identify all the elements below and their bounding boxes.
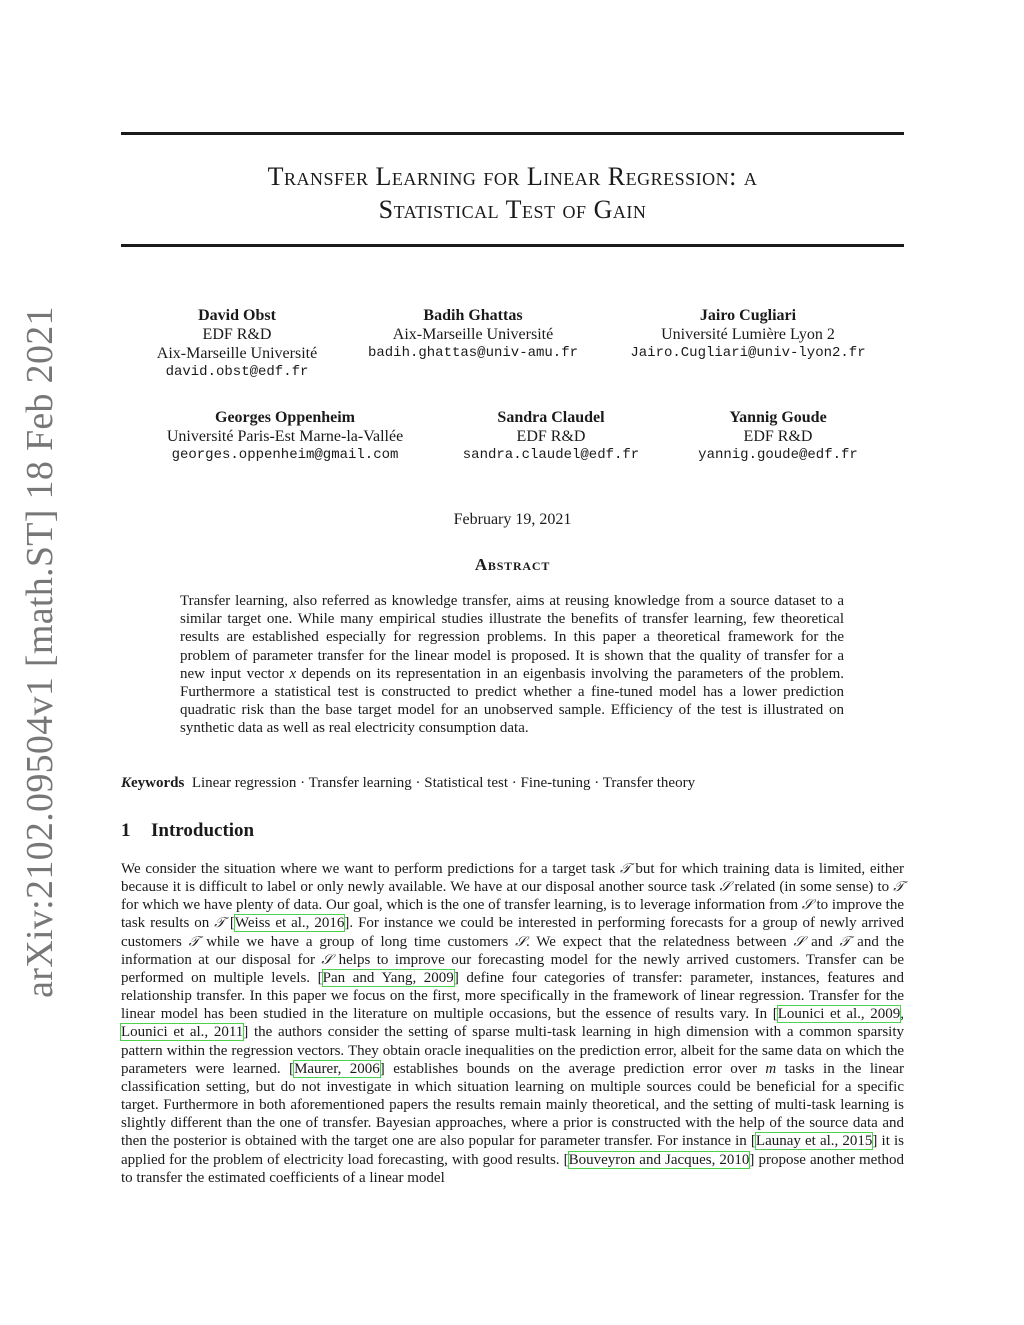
abstract-segment: depends on its representation in an eigenbasis involving the parameters of the problem. Furthermore a statistical test is constructed to predict whether a fine-tuned model has a lower prediction quadratic risk than the base target model for an unobserved sample. Efficiency of the test is illustrated on synthetic data as well as real electricity consumption data. <box>180 665 844 737</box>
author-name: David Obst <box>198 307 276 324</box>
text-segment: ] propose another method to transfer the estimated coefficients of a linear model <box>121 1151 904 1186</box>
text-segment: ] it is applied for the problem of electricity load forecasting, with good results. [ <box>121 1133 904 1168</box>
math-symbol: 𝒯 <box>188 933 200 950</box>
author-name: Georges Oppenheim <box>215 409 355 426</box>
keywords-label-k: K <box>121 775 132 791</box>
text-segment: but for which training data is limited, either because it is difficult to label or only newly available. We have at our disposal another source task <box>121 861 904 896</box>
text-segment: to improve the task results on <box>121 897 904 932</box>
text-segment: ] define four categories of transfer: parameter, instances, features and relationship transfer. In this paper we focus on the first, more specifically in the framework of linear regression. Transfer for the linear model has been studied in the literature on multiple occasions, but the essence of results vary. In [ <box>121 969 904 1023</box>
abstract-heading: Abstract <box>474 555 551 574</box>
author-email[interactable]: sandra.claudel@edf.fr <box>462 447 640 463</box>
text-segment: , <box>900 1006 905 1023</box>
text-segment: and <box>804 933 840 950</box>
author-affiliation: EDF R&D <box>516 428 586 445</box>
citation-link[interactable]: Bouveyron and Jacques, 2010 <box>568 1151 750 1168</box>
author-email[interactable]: david.obst@edf.fr <box>165 364 309 380</box>
keywords-list: Linear regression · Transfer learning · Statistical test · Fine-tuning · Transfer theory <box>191 775 696 791</box>
text-segment: [ <box>224 915 235 932</box>
citation-link[interactable]: Lounici et al., 2009 <box>777 1006 901 1023</box>
text-segment: ] the authors consider the setting of sparse multi-task learning in high dimension with a common sparsity pattern within the regression vectors. They obtain oracle inequalities on the prediction error, albeit for the same data on which the parameters were learned. [ <box>121 1024 904 1077</box>
math-symbol: 𝒯 <box>214 915 225 932</box>
introduction-paragraph <box>121 860 904 1187</box>
author-block <box>155 408 415 465</box>
author-affiliation: Université Paris-Est Marne-la-Vallée <box>166 428 404 445</box>
citation-link[interactable]: Maurer, 2006 <box>294 1060 380 1077</box>
author-affiliation: Aix-Marseille Université <box>156 345 318 362</box>
math-symbol: 𝒮 <box>719 879 731 896</box>
text-segment: for which we have plenty of data. Our goal, which is the one of transfer learning, is to leverage information from <box>121 897 802 914</box>
math-symbol: 𝒮 <box>515 933 526 950</box>
keywords-line <box>121 775 904 792</box>
citation-link[interactable]: Pan and Yang, 2009 <box>322 969 454 986</box>
paper-title <box>121 160 904 226</box>
publication-date: February 19, 2021 <box>453 511 572 528</box>
text-segment: ] establishes bounds on the average prediction error over <box>379 1060 766 1077</box>
abstract-text <box>180 592 844 738</box>
author-email[interactable]: georges.oppenheim@gmail.com <box>171 447 399 463</box>
section-title: Introduction <box>151 820 255 841</box>
author-email[interactable]: badih.ghattas@univ-amu.fr <box>367 345 579 361</box>
text-segment: tasks in the linear classification setting, but do not investigate in which situation learning on multiple sources could be beneficial for a specific target. Furthermore in both aforementioned papers the results remain mainly theoretical, and the setting of multi-task learning is slightly different than the one of transfer. Bayesian approaches, where a prior is constructed with the help of the source data and then the posterior is obtained with the target one are also popular for parameter transfer. For instance in [ <box>121 1060 905 1150</box>
math-symbol: 𝒯 <box>839 933 851 950</box>
math-symbol: 𝒮 <box>801 897 813 914</box>
title-line-2: Statistical Test of Gain <box>378 195 647 224</box>
keywords-label <box>121 775 184 791</box>
text-segment: We consider the situation where we want to perform predictions for a target task <box>121 861 620 877</box>
text-segment: while we have a group of long time customers <box>199 933 516 950</box>
text-segment: . We expect that the relatedness between <box>525 933 794 950</box>
math-variable: m <box>765 1060 777 1077</box>
text-segment: related (in some sense) to <box>730 879 894 896</box>
author-block <box>343 306 603 363</box>
author-affiliation: Aix-Marseille Université <box>392 326 554 343</box>
text-segment: ]. For instance we could be interested in performing forecasts for a group of newly arrived customers <box>121 915 905 950</box>
math-symbol: 𝒮 <box>793 933 805 950</box>
abstract-segment: Transfer learning, also referred as knowledge transfer, aims at reusing knowledge from a source dataset to a similar target one. While many empirical studies illustrate the benefits of transfer learning, few theoretical results are established especially for regression problems. In this paper a theoretical framework for the problem of parameter transfer for the linear model is proposed. It is shown that the quality of transfer for a new input vector <box>180 593 844 682</box>
author-block <box>421 408 681 465</box>
author-affiliation: EDF R&D <box>743 428 813 445</box>
title-rule-bottom <box>121 244 904 247</box>
author-name: Jairo Cugliari <box>699 307 797 324</box>
author-name: Sandra Claudel <box>497 409 605 426</box>
citation-link[interactable]: Weiss et al., 2016 <box>234 915 345 932</box>
author-affiliation: Université Lumière Lyon 2 <box>661 326 835 343</box>
author-block <box>618 306 878 363</box>
author-name: Badih Ghattas <box>423 307 523 324</box>
math-symbol: 𝒯 <box>619 861 631 877</box>
math-variable: x <box>289 665 297 682</box>
author-block <box>648 408 908 465</box>
math-symbol: 𝒮 <box>321 951 333 968</box>
text-segment: and the information at our disposal for <box>121 933 904 968</box>
section-heading <box>121 820 254 842</box>
author-name: Yannig Goude <box>729 409 827 426</box>
title-line-1: Transfer Learning for Linear Regression: a <box>267 162 758 191</box>
section-number: 1 <box>121 820 131 841</box>
citation-link[interactable]: Lounici et al., 2011 <box>121 1024 244 1041</box>
author-email[interactable]: yannig.goude@edf.fr <box>698 447 858 463</box>
citation-link[interactable]: Launay et al., 2015 <box>755 1133 873 1150</box>
author-block <box>107 306 367 382</box>
text-segment: helps to improve our forecasting model for the newly arrived customers. Transfer can be performed on multiple levels. [ <box>121 951 905 986</box>
math-symbol: 𝒯 <box>893 879 905 896</box>
author-email[interactable]: Jairo.Cugliari@univ-lyon2.fr <box>630 345 866 361</box>
author-affiliation: EDF R&D <box>202 326 272 343</box>
arxiv-identifier: arXiv:2102.09504v1 [math.ST] 18 Feb 2021 <box>19 306 61 998</box>
keywords-label-rest: eywords <box>131 775 185 791</box>
title-rule-top <box>121 132 904 135</box>
